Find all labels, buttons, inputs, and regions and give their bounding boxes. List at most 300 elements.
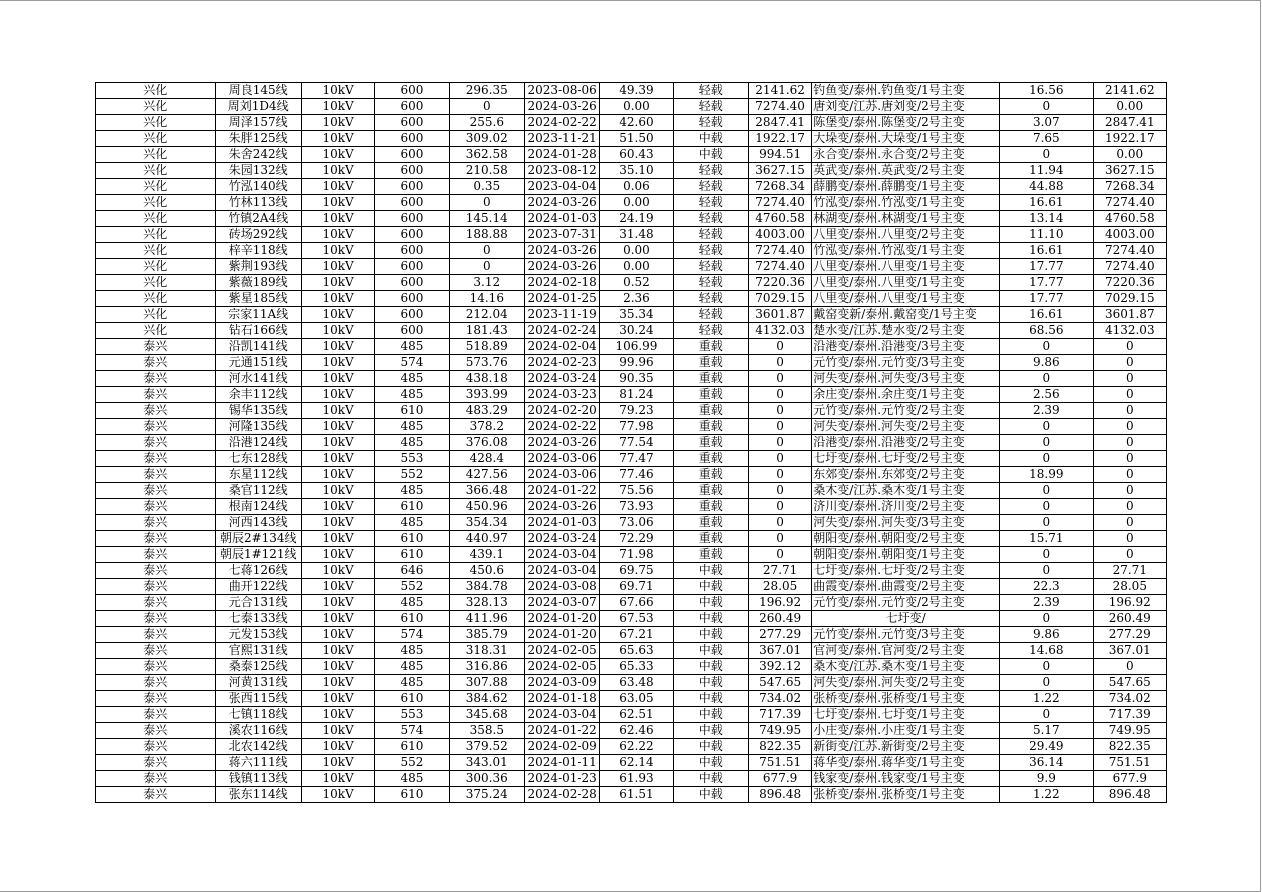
substation-transformer-cell: 七圩变/泰州.七圩变/1号主变 xyxy=(812,707,1000,723)
transformer-load-cell: 16.56 xyxy=(1000,83,1093,99)
transferable-capacity-cell: 4003.00 xyxy=(1093,227,1166,243)
voltage-cell: 10kV xyxy=(301,755,374,771)
load-rate-cell: 67.21 xyxy=(600,627,673,643)
voltage-cell: 10kV xyxy=(301,355,374,371)
line-name-cell: 河西143线 xyxy=(215,515,301,531)
table-row xyxy=(96,739,1167,755)
max-load-cell: 358.5 xyxy=(449,723,524,739)
load-rate-cell: 77.46 xyxy=(600,467,673,483)
load-rate-cell: 51.50 xyxy=(600,131,673,147)
transferable-capacity-cell: 0 xyxy=(1093,547,1166,563)
table-row xyxy=(96,467,1167,483)
available-capacity-cell: 28.05 xyxy=(748,579,811,595)
max-load-date-cell: 2024-03-04 xyxy=(524,707,599,723)
max-load-date-cell: 2024-02-05 xyxy=(524,643,599,659)
region-cell: 泰兴 xyxy=(96,499,216,515)
table-row xyxy=(96,339,1167,355)
max-load-cell: 384.78 xyxy=(449,579,524,595)
max-load-cell: 181.43 xyxy=(449,323,524,339)
table-row xyxy=(96,771,1167,787)
substation-transformer-cell: 大垛变/泰州.大垛变/1号主变 xyxy=(812,131,1000,147)
max-load-cell: 428.4 xyxy=(449,451,524,467)
transferable-capacity-cell: 2141.62 xyxy=(1093,83,1166,99)
transferable-capacity-cell: 277.29 xyxy=(1093,627,1166,643)
region-cell: 泰兴 xyxy=(96,531,216,547)
load-status-cell: 重载 xyxy=(673,435,748,451)
max-load-cell: 354.34 xyxy=(449,515,524,531)
table-row xyxy=(96,227,1167,243)
max-load-date-cell: 2024-01-03 xyxy=(524,211,599,227)
substation-transformer-cell: 蒋华变/泰州.蒋华变/1号主变 xyxy=(812,755,1000,771)
load-status-cell: 轻载 xyxy=(673,195,748,211)
available-capacity-cell: 260.49 xyxy=(748,611,811,627)
table-row xyxy=(96,307,1167,323)
transferable-capacity-cell: 677.9 xyxy=(1093,771,1166,787)
max-load-cell: 366.48 xyxy=(449,483,524,499)
rated-capacity-cell: 610 xyxy=(375,403,449,419)
line-name-cell: 张东114线 xyxy=(215,787,301,803)
line-name-cell: 沿凯141线 xyxy=(215,339,301,355)
transferable-capacity-cell: 749.95 xyxy=(1093,723,1166,739)
line-name-cell: 周刘1D4线 xyxy=(215,99,301,115)
voltage-cell: 10kV xyxy=(301,499,374,515)
voltage-cell: 10kV xyxy=(301,659,374,675)
line-name-cell: 紫荆193线 xyxy=(215,259,301,275)
table-row xyxy=(96,435,1167,451)
line-name-cell: 周良145线 xyxy=(215,83,301,99)
max-load-date-cell: 2024-03-23 xyxy=(524,387,599,403)
substation-transformer-cell: 东郊变/泰州.东郊变/2号主变 xyxy=(812,467,1000,483)
load-status-cell: 中载 xyxy=(673,595,748,611)
substation-transformer-cell: 七圩变/ xyxy=(812,611,1000,627)
transferable-capacity-cell: 4760.58 xyxy=(1093,211,1166,227)
transferable-capacity-cell: 367.01 xyxy=(1093,643,1166,659)
region-cell: 兴化 xyxy=(96,275,216,291)
max-load-date-cell: 2024-01-23 xyxy=(524,771,599,787)
transferable-capacity-cell: 547.65 xyxy=(1093,675,1166,691)
load-rate-cell: 0.00 xyxy=(600,243,673,259)
voltage-cell: 10kV xyxy=(301,563,374,579)
line-name-cell: 竹泓140线 xyxy=(215,179,301,195)
line-name-cell: 钱镇113线 xyxy=(215,771,301,787)
line-name-cell: 元发153线 xyxy=(215,627,301,643)
table-row xyxy=(96,291,1167,307)
substation-transformer-cell: 戴窑变新/泰州.戴窑变/1号主变 xyxy=(812,307,1000,323)
load-rate-cell: 106.99 xyxy=(600,339,673,355)
rated-capacity-cell: 600 xyxy=(375,307,449,323)
transferable-capacity-cell: 734.02 xyxy=(1093,691,1166,707)
load-status-cell: 重载 xyxy=(673,371,748,387)
load-status-cell: 重载 xyxy=(673,339,748,355)
region-cell: 泰兴 xyxy=(96,451,216,467)
table-row xyxy=(96,179,1167,195)
load-rate-cell: 63.05 xyxy=(600,691,673,707)
transformer-load-cell: 16.61 xyxy=(1000,243,1093,259)
max-load-cell: 210.58 xyxy=(449,163,524,179)
region-cell: 兴化 xyxy=(96,323,216,339)
table-row xyxy=(96,387,1167,403)
substation-transformer-cell: 八里变/泰州.八里变/1号主变 xyxy=(812,259,1000,275)
substation-transformer-cell: 薛鹏变/泰州.薛鹏变/1号主变 xyxy=(812,179,1000,195)
load-rate-cell: 65.63 xyxy=(600,643,673,659)
rated-capacity-cell: 552 xyxy=(375,579,449,595)
transferable-capacity-cell: 0 xyxy=(1093,387,1166,403)
substation-transformer-cell: 七圩变/泰州.七圩变/2号主变 xyxy=(812,563,1000,579)
substation-transformer-cell: 钱家变/泰州.钱家变/1号主变 xyxy=(812,771,1000,787)
voltage-cell: 10kV xyxy=(301,115,374,131)
transferable-capacity-cell: 0 xyxy=(1093,339,1166,355)
region-cell: 泰兴 xyxy=(96,627,216,643)
transferable-capacity-cell: 27.71 xyxy=(1093,563,1166,579)
transferable-capacity-cell: 717.39 xyxy=(1093,707,1166,723)
table-row xyxy=(96,611,1167,627)
table-row xyxy=(96,275,1167,291)
load-status-cell: 轻载 xyxy=(673,211,748,227)
available-capacity-cell: 734.02 xyxy=(748,691,811,707)
load-status-cell: 中载 xyxy=(673,771,748,787)
region-cell: 兴化 xyxy=(96,115,216,131)
available-capacity-cell: 0 xyxy=(748,515,811,531)
voltage-cell: 10kV xyxy=(301,259,374,275)
rated-capacity-cell: 485 xyxy=(375,771,449,787)
available-capacity-cell: 0 xyxy=(748,547,811,563)
max-load-cell: 343.01 xyxy=(449,755,524,771)
load-status-cell: 重载 xyxy=(673,515,748,531)
max-load-cell: 438.18 xyxy=(449,371,524,387)
line-name-cell: 余丰112线 xyxy=(215,387,301,403)
line-name-cell: 根南124线 xyxy=(215,499,301,515)
transferable-capacity-cell: 4132.03 xyxy=(1093,323,1166,339)
substation-transformer-cell: 元竹变/泰州.元竹变/3号主变 xyxy=(812,627,1000,643)
substation-transformer-cell: 沿港变/泰州.沿港变/2号主变 xyxy=(812,435,1000,451)
load-rate-cell: 42.60 xyxy=(600,115,673,131)
max-load-cell: 411.96 xyxy=(449,611,524,627)
rated-capacity-cell: 485 xyxy=(375,419,449,435)
load-status-cell: 重载 xyxy=(673,387,748,403)
transformer-load-cell: 9.86 xyxy=(1000,627,1093,643)
substation-transformer-cell: 曲霞变/泰州.曲霞变/2号主变 xyxy=(812,579,1000,595)
available-capacity-cell: 717.39 xyxy=(748,707,811,723)
line-name-cell: 河黄131线 xyxy=(215,675,301,691)
rated-capacity-cell: 485 xyxy=(375,339,449,355)
rated-capacity-cell: 610 xyxy=(375,787,449,803)
load-status-cell: 重载 xyxy=(673,419,748,435)
voltage-cell: 10kV xyxy=(301,163,374,179)
substation-transformer-cell: 新街变/江苏.新街变/2号主变 xyxy=(812,739,1000,755)
load-rate-cell: 35.34 xyxy=(600,307,673,323)
rated-capacity-cell: 574 xyxy=(375,723,449,739)
rated-capacity-cell: 485 xyxy=(375,435,449,451)
table-row xyxy=(96,707,1167,723)
available-capacity-cell: 0 xyxy=(748,419,811,435)
voltage-cell: 10kV xyxy=(301,323,374,339)
max-load-date-cell: 2023-08-12 xyxy=(524,163,599,179)
region-cell: 泰兴 xyxy=(96,419,216,435)
substation-transformer-cell: 竹泓变/泰州.竹泓变/1号主变 xyxy=(812,243,1000,259)
load-rate-cell: 0.00 xyxy=(600,99,673,115)
region-cell: 泰兴 xyxy=(96,595,216,611)
line-name-cell: 宗家11A线 xyxy=(215,307,301,323)
load-rate-cell: 99.96 xyxy=(600,355,673,371)
table-row xyxy=(96,515,1167,531)
load-rate-cell: 63.48 xyxy=(600,675,673,691)
substation-transformer-cell: 陈堡变/泰州.陈堡变/2号主变 xyxy=(812,115,1000,131)
voltage-cell: 10kV xyxy=(301,643,374,659)
table-row xyxy=(96,643,1167,659)
load-status-cell: 轻载 xyxy=(673,99,748,115)
rated-capacity-cell: 552 xyxy=(375,467,449,483)
voltage-cell: 10kV xyxy=(301,739,374,755)
region-cell: 泰兴 xyxy=(96,643,216,659)
available-capacity-cell: 7274.40 xyxy=(748,195,811,211)
max-load-date-cell: 2024-03-26 xyxy=(524,259,599,275)
available-capacity-cell: 2847.41 xyxy=(748,115,811,131)
load-status-cell: 重载 xyxy=(673,467,748,483)
line-name-cell: 桑泰125线 xyxy=(215,659,301,675)
line-name-cell: 七泰133线 xyxy=(215,611,301,627)
substation-transformer-cell: 唐刘变/江苏.唐刘变/2号主变 xyxy=(812,99,1000,115)
rated-capacity-cell: 485 xyxy=(375,483,449,499)
substation-transformer-cell: 朝阳变/泰州.朝阳变/2号主变 xyxy=(812,531,1000,547)
transformer-load-cell: 22.3 xyxy=(1000,579,1093,595)
transferable-capacity-cell: 7274.40 xyxy=(1093,195,1166,211)
transformer-load-cell: 0 xyxy=(1000,435,1093,451)
transformer-load-cell: 2.39 xyxy=(1000,403,1093,419)
max-load-date-cell: 2024-02-04 xyxy=(524,339,599,355)
max-load-cell: 450.6 xyxy=(449,563,524,579)
max-load-date-cell: 2024-01-22 xyxy=(524,483,599,499)
load-status-cell: 轻载 xyxy=(673,259,748,275)
load-status-cell: 轻载 xyxy=(673,323,748,339)
max-load-cell: 300.36 xyxy=(449,771,524,787)
line-name-cell: 七镇118线 xyxy=(215,707,301,723)
max-load-date-cell: 2023-11-19 xyxy=(524,307,599,323)
transformer-load-cell: 0 xyxy=(1000,675,1093,691)
line-name-cell: 锡华135线 xyxy=(215,403,301,419)
table-row xyxy=(96,787,1167,803)
substation-transformer-cell: 张桥变/泰州.张桥变/1号主变 xyxy=(812,691,1000,707)
available-capacity-cell: 0 xyxy=(748,371,811,387)
available-capacity-cell: 0 xyxy=(748,483,811,499)
load-rate-cell: 60.43 xyxy=(600,147,673,163)
table-row xyxy=(96,563,1167,579)
available-capacity-cell: 0 xyxy=(748,531,811,547)
line-name-cell: 竹林113线 xyxy=(215,195,301,211)
max-load-date-cell: 2024-03-26 xyxy=(524,499,599,515)
rated-capacity-cell: 553 xyxy=(375,707,449,723)
rated-capacity-cell: 600 xyxy=(375,179,449,195)
voltage-cell: 10kV xyxy=(301,131,374,147)
substation-transformer-cell: 林湖变/泰州.林湖变/1号主变 xyxy=(812,211,1000,227)
max-load-cell: 0 xyxy=(449,99,524,115)
transformer-load-cell: 17.77 xyxy=(1000,291,1093,307)
voltage-cell: 10kV xyxy=(301,707,374,723)
table-row xyxy=(96,579,1167,595)
transformer-load-cell: 0 xyxy=(1000,611,1093,627)
max-load-cell: 328.13 xyxy=(449,595,524,611)
transferable-capacity-cell: 896.48 xyxy=(1093,787,1166,803)
max-load-date-cell: 2024-03-08 xyxy=(524,579,599,595)
load-status-cell: 中载 xyxy=(673,707,748,723)
load-status-cell: 重载 xyxy=(673,547,748,563)
max-load-date-cell: 2024-03-26 xyxy=(524,99,599,115)
transformer-load-cell: 0 xyxy=(1000,563,1093,579)
available-capacity-cell: 896.48 xyxy=(748,787,811,803)
max-load-date-cell: 2024-01-20 xyxy=(524,611,599,627)
load-status-cell: 重载 xyxy=(673,483,748,499)
load-rate-cell: 24.19 xyxy=(600,211,673,227)
line-name-cell: 梓辛118线 xyxy=(215,243,301,259)
load-rate-cell: 69.75 xyxy=(600,563,673,579)
table-row xyxy=(96,323,1167,339)
table-row xyxy=(96,755,1167,771)
available-capacity-cell: 7274.40 xyxy=(748,243,811,259)
transformer-load-cell: 9.86 xyxy=(1000,355,1093,371)
region-cell: 泰兴 xyxy=(96,403,216,419)
transformer-load-cell: 5.17 xyxy=(1000,723,1093,739)
rated-capacity-cell: 600 xyxy=(375,99,449,115)
transferable-capacity-cell: 7220.36 xyxy=(1093,275,1166,291)
load-status-cell: 重载 xyxy=(673,403,748,419)
table-row xyxy=(96,499,1167,515)
available-capacity-cell: 749.95 xyxy=(748,723,811,739)
max-load-cell: 483.29 xyxy=(449,403,524,419)
transformer-load-cell: 0 xyxy=(1000,451,1093,467)
table-row xyxy=(96,627,1167,643)
rated-capacity-cell: 610 xyxy=(375,499,449,515)
rated-capacity-cell: 600 xyxy=(375,243,449,259)
rated-capacity-cell: 574 xyxy=(375,627,449,643)
table-row xyxy=(96,211,1167,227)
load-status-cell: 重载 xyxy=(673,499,748,515)
load-status-cell: 轻载 xyxy=(673,83,748,99)
substation-transformer-cell: 桑木变/江苏.桑木变/1号主变 xyxy=(812,483,1000,499)
load-rate-cell: 0.52 xyxy=(600,275,673,291)
line-name-cell: 紫薇189线 xyxy=(215,275,301,291)
table-body xyxy=(96,83,1167,803)
available-capacity-cell: 277.29 xyxy=(748,627,811,643)
region-cell: 泰兴 xyxy=(96,771,216,787)
load-status-cell: 中载 xyxy=(673,627,748,643)
available-capacity-cell: 0 xyxy=(748,339,811,355)
transferable-capacity-cell: 1922.17 xyxy=(1093,131,1166,147)
transformer-load-cell: 36.14 xyxy=(1000,755,1093,771)
substation-transformer-cell: 余庄变/泰州.余庄变/1号主变 xyxy=(812,387,1000,403)
max-load-date-cell: 2024-03-26 xyxy=(524,195,599,211)
max-load-date-cell: 2024-02-09 xyxy=(524,739,599,755)
available-capacity-cell: 0 xyxy=(748,467,811,483)
transformer-load-cell: 2.39 xyxy=(1000,595,1093,611)
region-cell: 泰兴 xyxy=(96,355,216,371)
load-status-cell: 中载 xyxy=(673,563,748,579)
max-load-cell: 379.52 xyxy=(449,739,524,755)
load-rate-cell: 62.22 xyxy=(600,739,673,755)
rated-capacity-cell: 646 xyxy=(375,563,449,579)
transformer-load-cell: 44.88 xyxy=(1000,179,1093,195)
load-status-cell: 中载 xyxy=(673,147,748,163)
line-name-cell: 沿港124线 xyxy=(215,435,301,451)
table-row xyxy=(96,259,1167,275)
max-load-cell: 439.1 xyxy=(449,547,524,563)
voltage-cell: 10kV xyxy=(301,179,374,195)
rated-capacity-cell: 610 xyxy=(375,739,449,755)
rated-capacity-cell: 485 xyxy=(375,643,449,659)
voltage-cell: 10kV xyxy=(301,723,374,739)
max-load-cell: 318.31 xyxy=(449,643,524,659)
max-load-date-cell: 2024-02-22 xyxy=(524,115,599,131)
load-rate-cell: 61.93 xyxy=(600,771,673,787)
transferable-capacity-cell: 0 xyxy=(1093,467,1166,483)
max-load-date-cell: 2023-04-04 xyxy=(524,179,599,195)
rated-capacity-cell: 610 xyxy=(375,691,449,707)
substation-transformer-cell: 张桥变/泰州.张桥变/1号主变 xyxy=(812,787,1000,803)
max-load-cell: 440.97 xyxy=(449,531,524,547)
table-row xyxy=(96,83,1167,99)
transferable-capacity-cell: 28.05 xyxy=(1093,579,1166,595)
available-capacity-cell: 3601.87 xyxy=(748,307,811,323)
region-cell: 兴化 xyxy=(96,291,216,307)
transformer-load-cell: 0 xyxy=(1000,483,1093,499)
transferable-capacity-cell: 0 xyxy=(1093,499,1166,515)
load-rate-cell: 77.54 xyxy=(600,435,673,451)
voltage-cell: 10kV xyxy=(301,547,374,563)
available-capacity-cell: 0 xyxy=(748,435,811,451)
region-cell: 泰兴 xyxy=(96,563,216,579)
transformer-load-cell: 13.14 xyxy=(1000,211,1093,227)
line-name-cell: 河隆135线 xyxy=(215,419,301,435)
load-status-cell: 中载 xyxy=(673,611,748,627)
substation-transformer-cell: 八里变/泰州.八里变/2号主变 xyxy=(812,227,1000,243)
max-load-date-cell: 2024-03-24 xyxy=(524,531,599,547)
load-rate-cell: 62.14 xyxy=(600,755,673,771)
max-load-date-cell: 2024-01-03 xyxy=(524,515,599,531)
region-cell: 泰兴 xyxy=(96,371,216,387)
max-load-date-cell: 2023-08-06 xyxy=(524,83,599,99)
voltage-cell: 10kV xyxy=(301,787,374,803)
region-cell: 泰兴 xyxy=(96,707,216,723)
available-capacity-cell: 751.51 xyxy=(748,755,811,771)
voltage-cell: 10kV xyxy=(301,339,374,355)
max-load-cell: 573.76 xyxy=(449,355,524,371)
rated-capacity-cell: 485 xyxy=(375,515,449,531)
rated-capacity-cell: 610 xyxy=(375,547,449,563)
transferable-capacity-cell: 0 xyxy=(1093,659,1166,675)
available-capacity-cell: 367.01 xyxy=(748,643,811,659)
voltage-cell: 10kV xyxy=(301,419,374,435)
max-load-cell: 296.35 xyxy=(449,83,524,99)
substation-transformer-cell: 八里变/泰州.八里变/1号主变 xyxy=(812,291,1000,307)
max-load-date-cell: 2024-02-20 xyxy=(524,403,599,419)
voltage-cell: 10kV xyxy=(301,451,374,467)
max-load-cell: 255.6 xyxy=(449,115,524,131)
table-row xyxy=(96,195,1167,211)
substation-transformer-cell: 楚水变/江苏.楚水变/2号主变 xyxy=(812,323,1000,339)
transferable-capacity-cell: 0 xyxy=(1093,515,1166,531)
max-load-date-cell: 2024-02-24 xyxy=(524,323,599,339)
transformer-load-cell: 16.61 xyxy=(1000,195,1093,211)
transferable-capacity-cell: 0.00 xyxy=(1093,147,1166,163)
max-load-date-cell: 2024-02-05 xyxy=(524,659,599,675)
region-cell: 泰兴 xyxy=(96,387,216,403)
available-capacity-cell: 7274.40 xyxy=(748,259,811,275)
max-load-date-cell: 2024-03-26 xyxy=(524,435,599,451)
transferable-capacity-cell: 0.00 xyxy=(1093,99,1166,115)
voltage-cell: 10kV xyxy=(301,579,374,595)
line-name-cell: 溪农116线 xyxy=(215,723,301,739)
load-status-cell: 中载 xyxy=(673,755,748,771)
load-status-cell: 重载 xyxy=(673,531,748,547)
transferable-capacity-cell: 196.92 xyxy=(1093,595,1166,611)
